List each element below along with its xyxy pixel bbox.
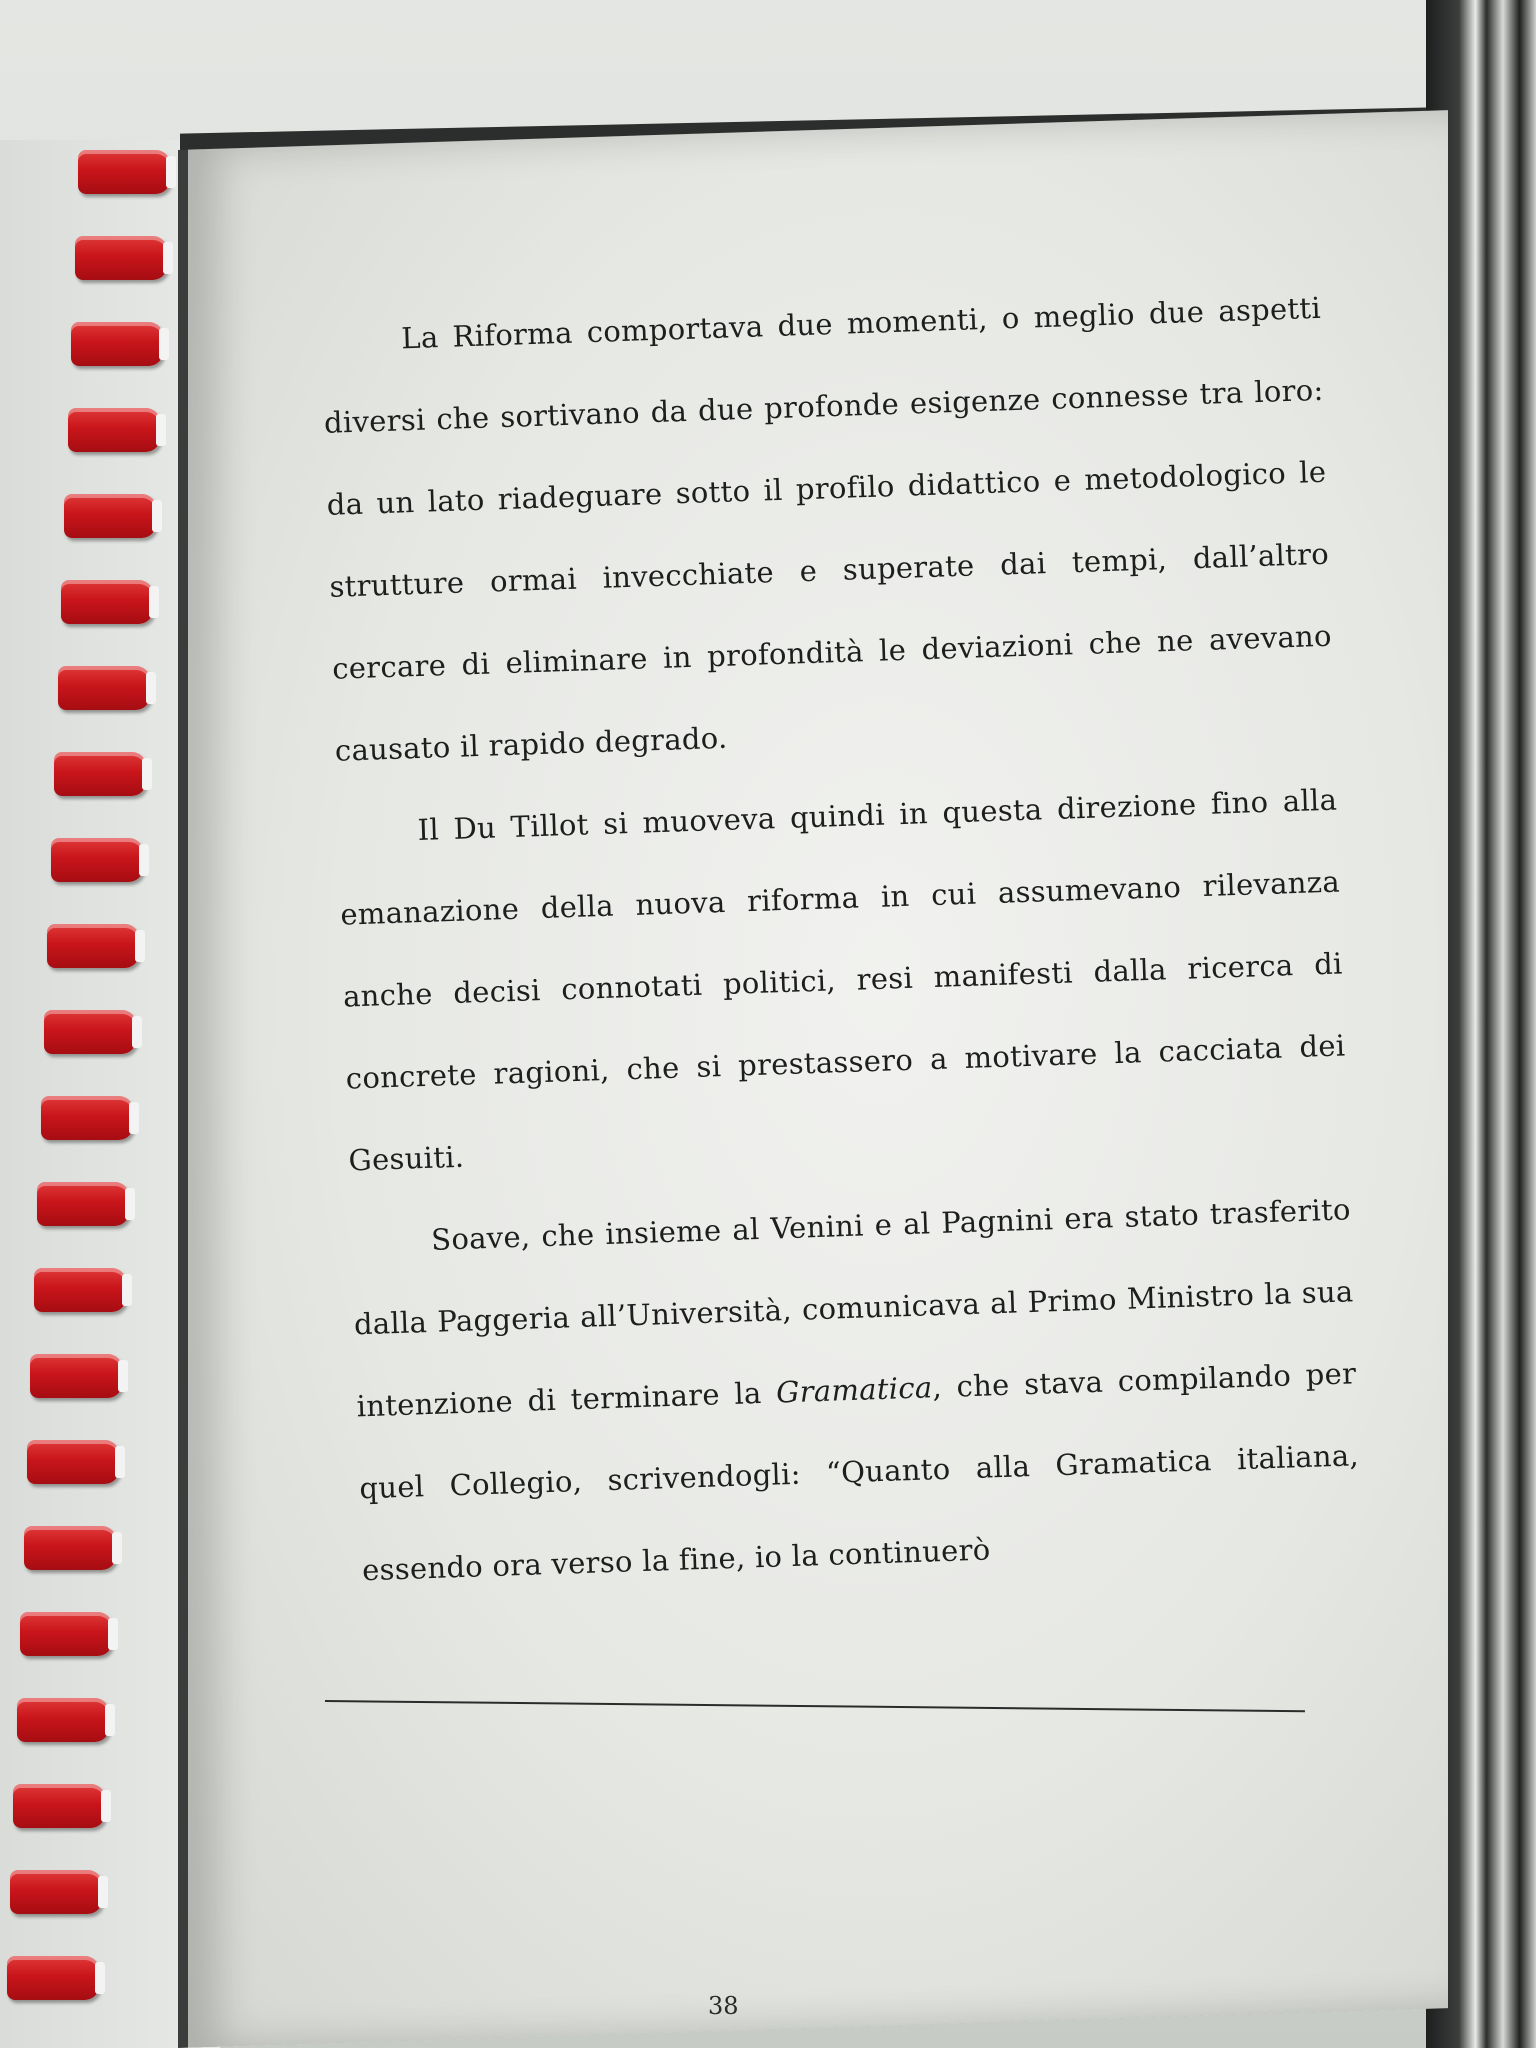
paragraph-3 bbox=[350, 1168, 1363, 1611]
paragraph-3-start: Soave, che insieme al Venini e al Pagnini era stato trasferito dalla Paggeria all’Università, comunicava al Primo Ministro la sua intenzione di terminare la bbox=[353, 1192, 1354, 1424]
binding-coil bbox=[47, 924, 139, 968]
paragraph-1: La Riforma comportava due momenti, o meglio due aspetti diversi che sortivano da due profonde esigenze connesse tra loro: da un lato riadeguare sotto il profilo didattico e metodologico le strutture ormai invecchiate e superate dai tempi, dall’altro cercare di eliminare in profondità le deviazioni che ne avevano causato il rapido degrado. bbox=[323, 290, 1333, 768]
binding-coil bbox=[7, 1956, 99, 2000]
binding-coil bbox=[58, 666, 150, 710]
binding-coil bbox=[10, 1870, 102, 1914]
binding-coil bbox=[37, 1182, 129, 1226]
page-number: 38 bbox=[708, 1992, 739, 2020]
binding-coil bbox=[71, 322, 163, 366]
binding-coil bbox=[75, 236, 167, 280]
binding-coil bbox=[41, 1096, 133, 1140]
binding-coil bbox=[13, 1784, 105, 1828]
paragraph-3-end: , che stava compilando per quel Collegio, scrivendogli: “Quanto alla Gramatica italiana, essendo ora verso la fine, io la continuerò bbox=[358, 1356, 1360, 1588]
spiral-binding bbox=[0, 150, 175, 2048]
binding-coil bbox=[17, 1698, 109, 1742]
binding-coil bbox=[27, 1440, 119, 1484]
binding-coil bbox=[20, 1612, 112, 1656]
binding-coil bbox=[64, 494, 156, 538]
binding-coil bbox=[44, 1010, 136, 1054]
binding-coil bbox=[54, 752, 146, 796]
italic-title: Gramatica bbox=[775, 1370, 933, 1410]
binding-coil bbox=[78, 150, 170, 194]
body-text bbox=[320, 267, 1363, 1611]
binding-coil bbox=[34, 1268, 126, 1312]
binding-coil bbox=[24, 1526, 116, 1570]
binding-coil bbox=[51, 838, 143, 882]
paragraph-2: Il Du Tillot si muoveva quindi in questa direzione fino alla emanazione della nuova riforma in cui assumevano rilevanza anche decisi connotati politici, resi manifesti dalla ricerca di concrete ragioni, che si prestassero a motivare la cacciata dei Gesuiti. bbox=[339, 782, 1346, 1178]
binding-coil bbox=[30, 1354, 122, 1398]
binding-coil bbox=[61, 580, 153, 624]
binding-coil bbox=[68, 408, 160, 452]
